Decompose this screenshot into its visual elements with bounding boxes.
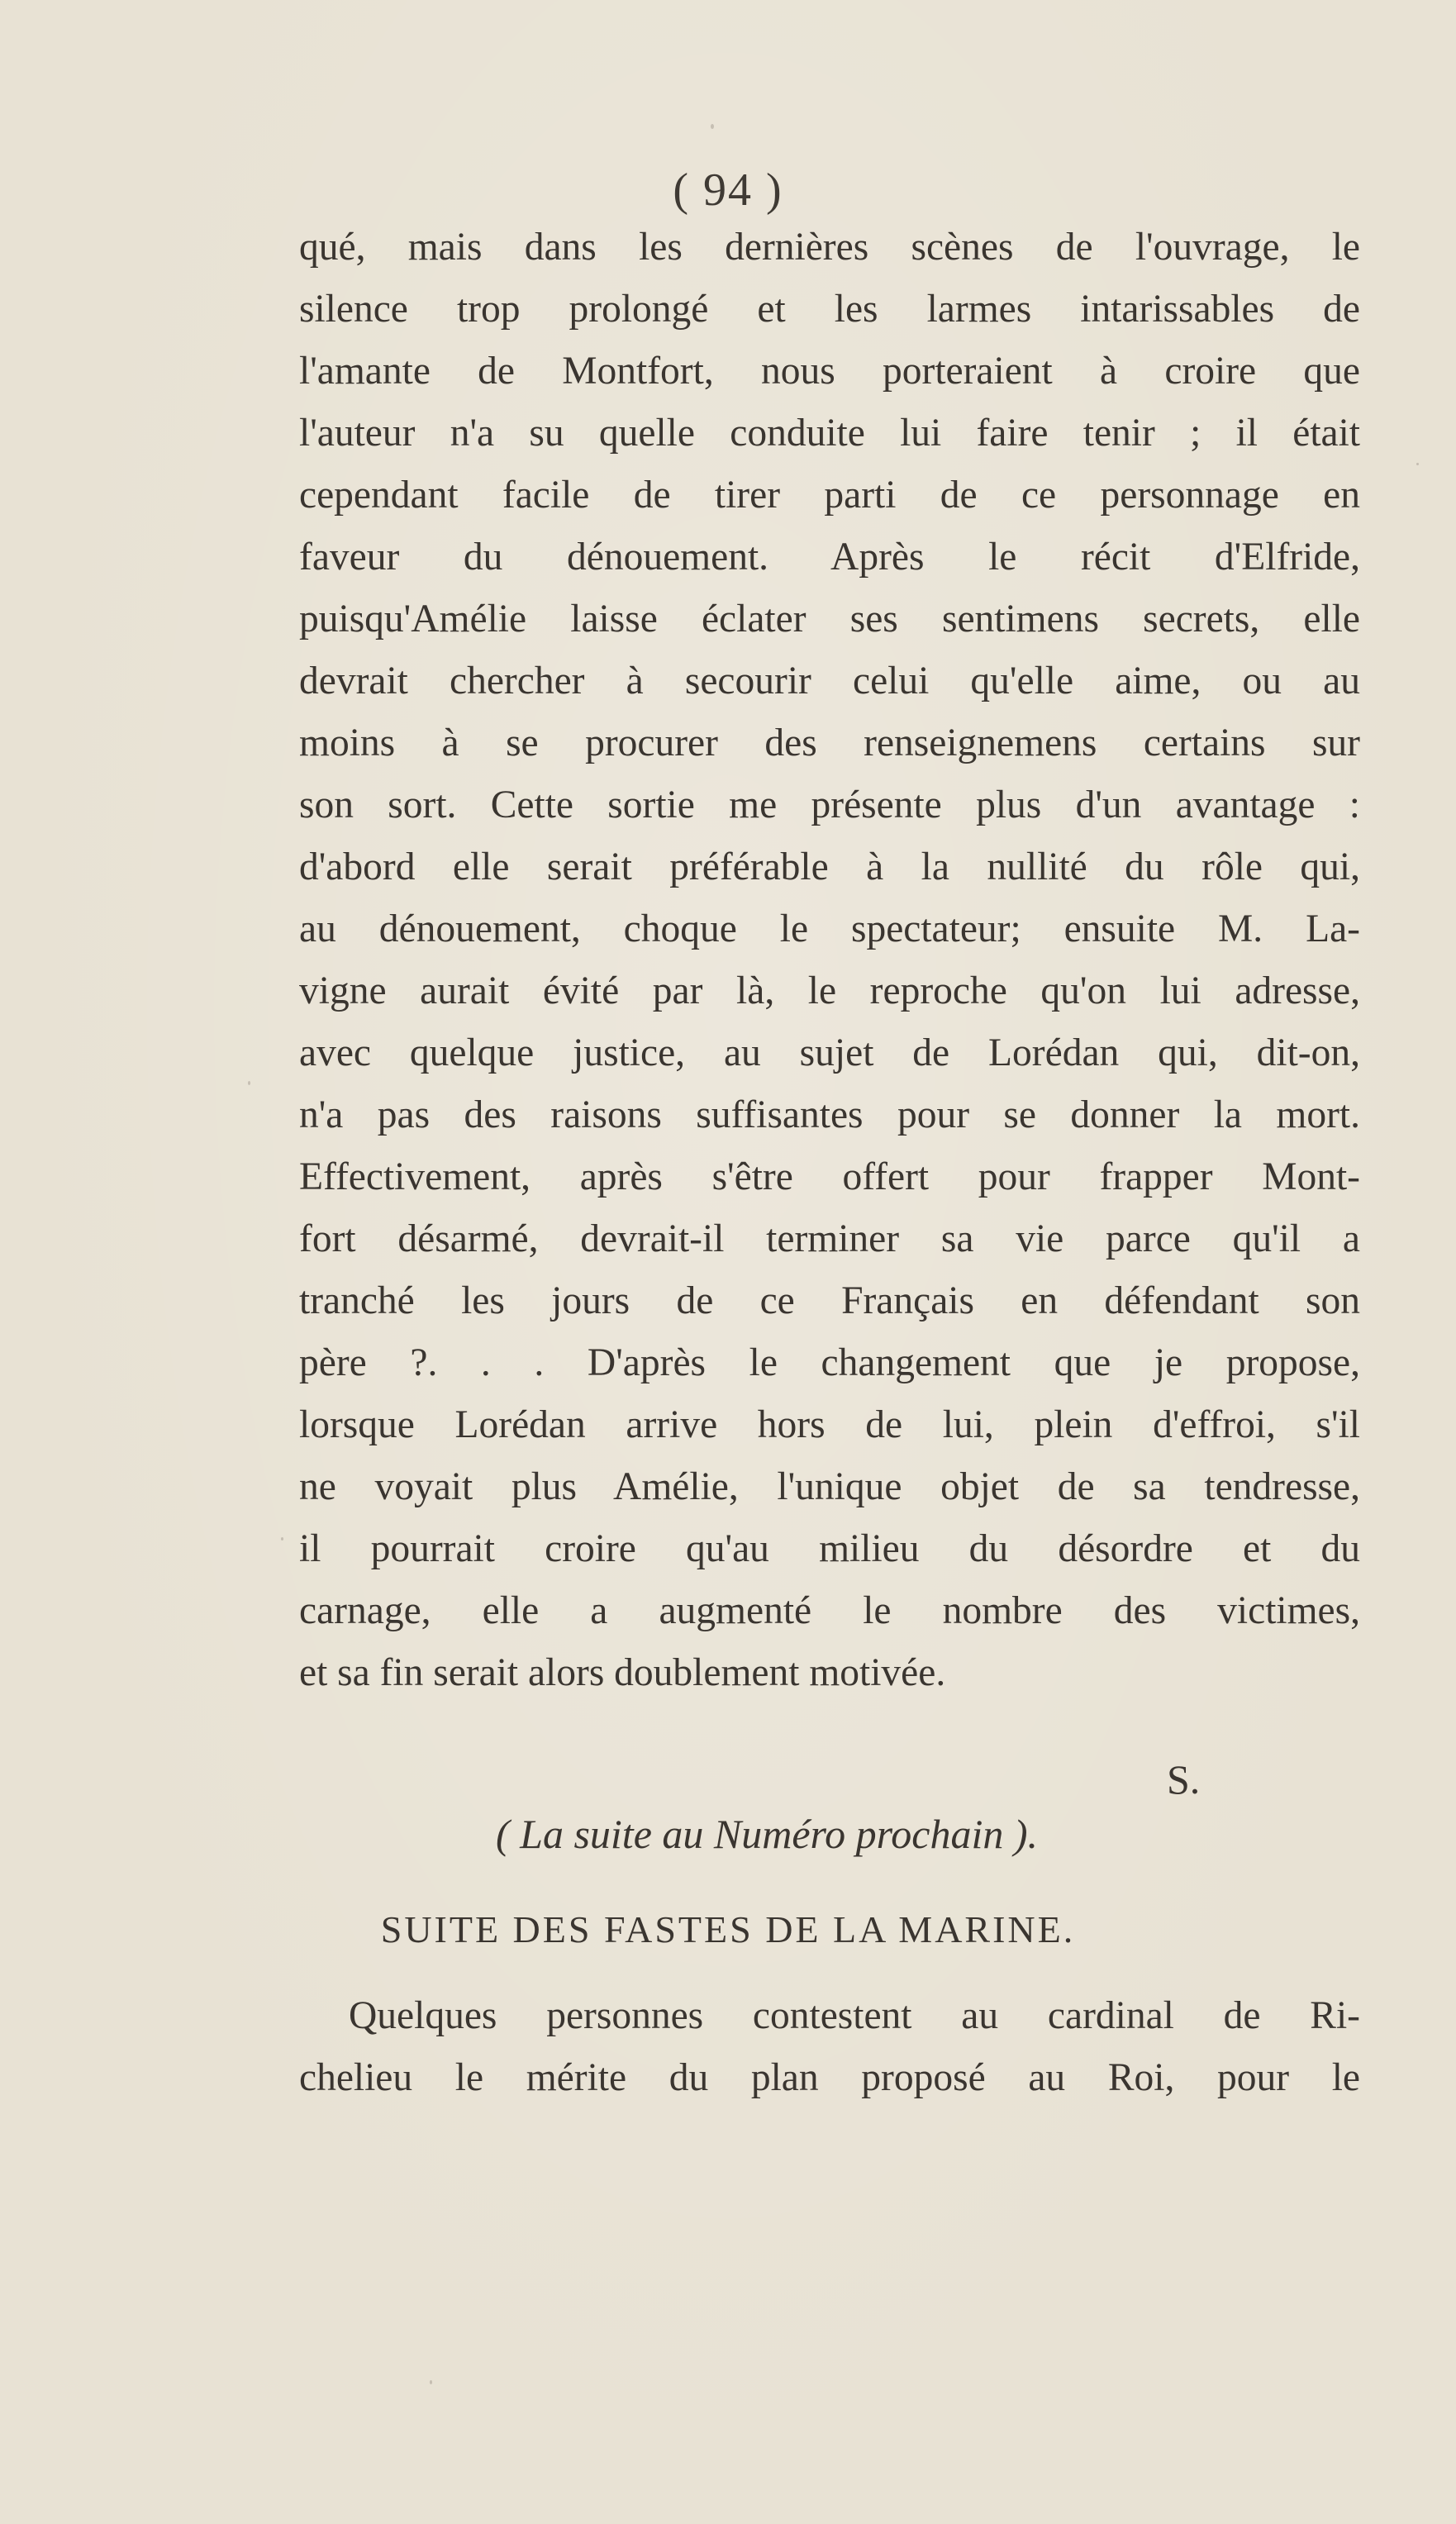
- text-line: faveur du dénouement. Après le récit d'Elfride,: [299, 536, 1360, 579]
- continuation-note: ( La suite au Numéro prochain ).: [496, 1811, 1038, 1857]
- text-line: d'abord elle serait préférable à la nullité du rôle qui,: [299, 845, 1360, 888]
- text-line: et sa fin serait alors doublement motivée.: [299, 1651, 946, 1694]
- text-line: l'amante de Montfort, nous porteraient à croire que: [299, 350, 1360, 393]
- paper-speck: [248, 1081, 250, 1085]
- text-line: vigne aurait évité par là, le reproche qu'on lui adresse,: [299, 969, 1360, 1012]
- text-line: lorsque Lorédan arrive hors de lui, plein d'effroi, s'il: [299, 1403, 1360, 1446]
- text-line: avec quelque justice, au sujet de Lorédan qui, dit-on,: [299, 1031, 1360, 1074]
- text-line: ne voyait plus Amélie, l'unique objet de sa tendresse,: [299, 1465, 1360, 1508]
- text-line: devrait chercher à secourir celui qu'elle aime, ou au: [299, 660, 1360, 702]
- author-signature: S.: [1167, 1756, 1201, 1803]
- section-title: SUITE DES FASTES DE LA MARINE.: [380, 1908, 1076, 1950]
- text-line: carnage, elle a augmenté le nombre des victimes,: [299, 1589, 1360, 1632]
- text-line: au dénouement, choque le spectateur; ensuite M. La-: [299, 907, 1360, 950]
- main-paragraph: [299, 217, 1360, 1704]
- page-number: ( 94 ): [673, 164, 783, 216]
- text-line: fort désarmé, devrait-il terminer sa vie parce qu'il a: [299, 1217, 1360, 1260]
- text-line: puisqu'Amélie laisse éclater ses sentimens secrets, elle: [299, 598, 1360, 641]
- paper-speck: [1416, 463, 1419, 465]
- text-line: il pourrait croire qu'au milieu du désordre et du: [299, 1527, 1360, 1570]
- paper-speck: [281, 1537, 283, 1541]
- text-line: l'auteur n'a su quelle conduite lui faire tenir ; il était: [299, 412, 1360, 455]
- text-line: Effectivement, après s'être offert pour frapper Mont-: [299, 1155, 1360, 1198]
- paper-speck: [711, 124, 714, 129]
- text-line: n'a pas des raisons suffisantes pour se donner la mort.: [299, 1093, 1360, 1136]
- paper-speck: [430, 2380, 432, 2384]
- section-paragraph: [299, 1985, 1360, 2109]
- text-line: Quelques personnes contestent au cardinal de Ri-: [349, 1994, 1360, 2037]
- text-line: père ?. . . D'après le changement que je propose,: [299, 1341, 1360, 1384]
- text-line: chelieu le mérite du plan proposé au Roi, pour le: [299, 2056, 1360, 2099]
- text-line: cependant facile de tirer parti de ce personnage en: [299, 474, 1360, 517]
- text-line: silence trop prolongé et les larmes intarissables de: [299, 288, 1360, 331]
- text-line: son sort. Cette sortie me présente plus d'un avantage :: [299, 783, 1360, 826]
- text-line: tranché les jours de ce Français en défendant son: [299, 1279, 1360, 1322]
- text-line: qué, mais dans les dernières scènes de l'ouvrage, le: [299, 226, 1360, 269]
- text-line: moins à se procurer des renseignemens certains sur: [299, 721, 1360, 764]
